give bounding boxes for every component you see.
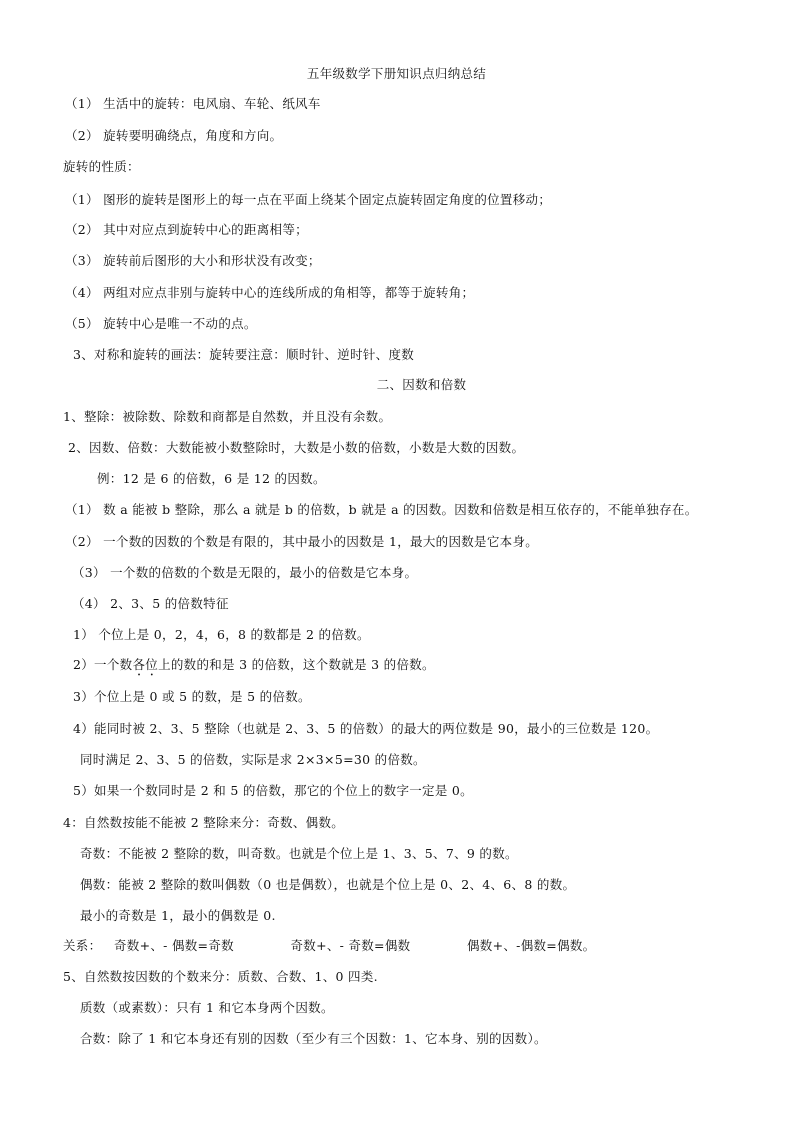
multiple-feature: 4）能同时被 2、3、5 整除（也就是 2、3、5 的倍数）的最大的两位数是 90，最小的三位数是 120。 — [73, 721, 659, 736]
odd-even-relations — [63, 938, 595, 954]
odd-even-heading: 4：自然数按能不能被 2 整除来分：奇数、偶数。 — [63, 815, 345, 830]
section-heading: 二、因数和倍数 — [376, 377, 467, 392]
multiple-feature: 3）个位上是 0 或 5 的数，是 5 的倍数。 — [73, 689, 311, 704]
rotation-properties-heading: 旋转的性质： — [63, 159, 140, 174]
feature-text-pre: 2）一个数 — [73, 657, 133, 672]
example-text: 例：12 是 6 的倍数，6 是 12 的因数。 — [97, 471, 326, 486]
rotation-property: （1） 图形的旋转是图形上的每一点在平面上绕某个固定点旋转固定角度的位置移动； — [65, 192, 552, 207]
composite-definition: 合数：除了 1 和它本身还有别的因数（至少有三个因数：1、它本身、别的因数）。 — [80, 1031, 547, 1046]
odd-definition: 奇数：不能被 2 整除的数，叫奇数。也就是个位上是 1、3、5、7、9 的数。 — [80, 846, 518, 861]
relations-label: 关系： — [63, 938, 102, 953]
relation-item: 偶数+、-偶数=偶数。 — [467, 938, 596, 953]
rotation-life-examples: （1） 生活中的旋转：电风扇、车轮、纸风车 — [65, 96, 321, 111]
factor-point: （2） 一个数的因数的个数是有限的，其中最小的因数是 1，最大的因数是它本身。 — [65, 534, 539, 549]
multiple-feature-note: 同时满足 2、3、5 的倍数，实际是求 2×3×5=30 的倍数。 — [80, 752, 426, 767]
relation-item: 奇数+、- 偶数=奇数 — [113, 938, 234, 953]
rotation-property: （4） 两组对应点非别与旋转中心的连线所成的角相等，都等于旋转角； — [65, 285, 475, 300]
factor-point: （4） 2、3、5 的倍数特征 — [72, 596, 229, 611]
rotation-property: （5） 旋转中心是唯一不动的点。 — [65, 316, 257, 331]
divisibility-definition: 1、整除：被除数、除数和商都是自然数，并且没有余数。 — [63, 409, 392, 424]
factor-multiple-definition: 2、因数、倍数：大数能被小数整除时，大数是小数的倍数，小数是大数的因数。 — [68, 440, 525, 455]
relation-item: 奇数+、- 奇数=偶数 — [290, 938, 411, 953]
feature-text-post: 上的数的和是 3 的倍数，这个数就是 3 的倍数。 — [158, 657, 435, 672]
feature-text-emphasis: 各位 — [132, 657, 159, 672]
smallest-odd-even: 最小的奇数是 1，最小的偶数是 0. — [80, 908, 276, 923]
document-title: 五年级数学下册知识点归纳总结 — [306, 66, 487, 81]
even-definition: 偶数：能被 2 整除的数叫偶数（0 也是偶数），也就是个位上是 0、2、4、6、8 的数。 — [80, 877, 576, 892]
rotation-requirements: （2） 旋转要明确绕点，角度和方向。 — [65, 128, 283, 143]
multiple-feature: 5）如果一个数同时是 2 和 5 的倍数，那它的个位上的数字一定是 0。 — [73, 783, 473, 798]
rotation-property: （2） 其中对应点到旋转中心的距离相等； — [65, 222, 308, 237]
factor-point: （1） 数 a 能被 b 整除，那么 a 就是 b 的倍数，b 就是 a 的因数。因数和倍数是相互依存的，不能单独存在。 — [65, 502, 698, 517]
prime-composite-heading: 5、自然数按因数的个数来分：质数、合数、1、0 四类. — [63, 969, 378, 984]
rotation-drawing-method: 3、对称和旋转的画法：旋转要注意：顺时针、逆时针、度数 — [73, 347, 415, 362]
multiple-feature: 1） 个位上是 0，2，4，6，8 的数都是 2 的倍数。 — [73, 627, 370, 642]
prime-definition: 质数（或素数）：只有 1 和它本身两个因数。 — [80, 1000, 334, 1015]
rotation-property: （3） 旋转前后图形的大小和形状没有改变； — [65, 253, 321, 268]
factor-point: （3） 一个数的倍数的个数是无限的，最小的倍数是它本身。 — [72, 565, 418, 580]
multiple-feature — [73, 657, 435, 679]
